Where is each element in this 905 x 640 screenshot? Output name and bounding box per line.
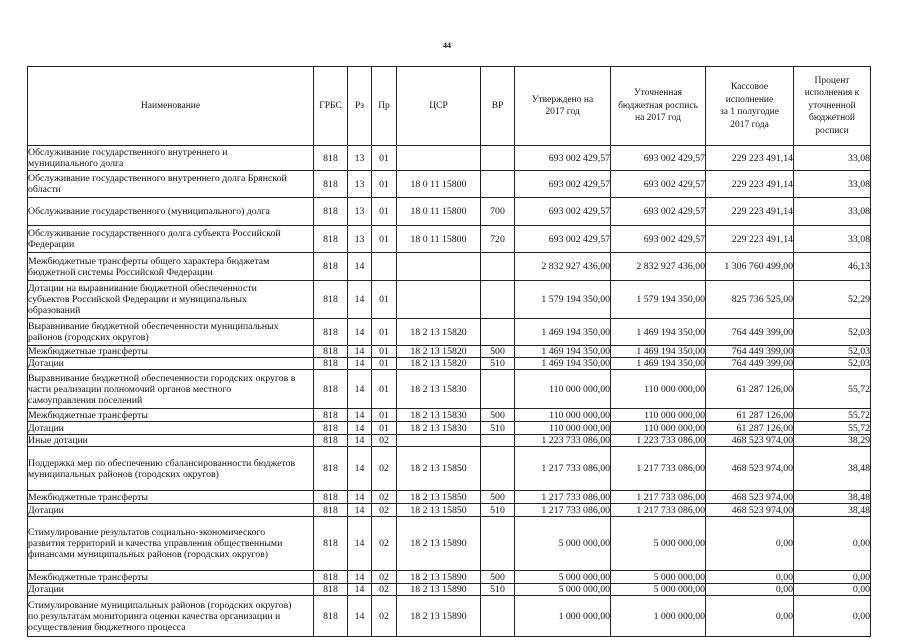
cell-rz: 14 (348, 409, 372, 422)
cell-name: Поддержка мер по обеспечению сбалансированности бюджетов муниципальных районов (городских округов) (28, 447, 314, 491)
cell-refined: 693 002 429,57 (611, 146, 706, 171)
cell-refined: 1 217 733 086,00 (611, 504, 706, 517)
table-row (28, 447, 871, 491)
cell-csr: 18 2 13 15820 (397, 358, 481, 370)
cell-approved: 5 000 000,00 (515, 584, 611, 596)
cell-rz: 14 (348, 435, 372, 447)
cell-csr: 18 2 13 15890 (397, 517, 481, 571)
cell-vr (481, 435, 515, 447)
cell-csr: 18 2 13 15890 (397, 584, 481, 596)
cell-vr (481, 146, 515, 171)
cell-grbs: 818 (314, 491, 348, 504)
cell-cash: 0,00 (706, 584, 794, 596)
table-row (28, 171, 871, 198)
table-row (28, 281, 871, 319)
table-row (28, 253, 871, 281)
cell-pr: 01 (372, 346, 397, 358)
cell-refined: 110 000 000,00 (611, 409, 706, 422)
header-percent: Процент исполнения к уточненной бюджетной росписи (794, 67, 871, 146)
cell-refined: 5 000 000,00 (611, 571, 706, 584)
cell-percent: 0,00 (794, 596, 871, 637)
budget-table (27, 66, 871, 637)
cell-percent: 38,48 (794, 504, 871, 517)
cell-cash: 0,00 (706, 571, 794, 584)
cell-csr: 18 0 11 15800 (397, 226, 481, 253)
cell-vr (481, 517, 515, 571)
cell-rz: 14 (348, 319, 372, 346)
cell-rz: 14 (348, 358, 372, 370)
table-row (28, 358, 871, 370)
cell-percent: 46,13 (794, 253, 871, 281)
cell-percent: 0,00 (794, 584, 871, 596)
cell-approved: 1 217 733 086,00 (515, 447, 611, 491)
header-approved: Утверждено на 2017 год (515, 67, 611, 146)
cell-rz: 14 (348, 517, 372, 571)
cell-grbs: 818 (314, 504, 348, 517)
cell-approved: 1 469 194 350,00 (515, 358, 611, 370)
cell-grbs: 818 (314, 253, 348, 281)
cell-percent: 33,08 (794, 198, 871, 226)
table-row (28, 584, 871, 596)
cell-refined: 1 217 733 086,00 (611, 491, 706, 504)
header-rz: Рз (348, 67, 372, 146)
cell-vr: 500 (481, 409, 515, 422)
cell-name: Обслуживание государственного внутреннего и муниципального долга (28, 146, 314, 171)
cell-pr: 01 (372, 319, 397, 346)
cell-refined: 1 217 733 086,00 (611, 447, 706, 491)
table-row (28, 422, 871, 435)
cell-pr: 01 (372, 146, 397, 171)
cell-pr: 01 (372, 409, 397, 422)
cell-grbs: 818 (314, 370, 348, 409)
cell-cash: 764 449 399,00 (706, 358, 794, 370)
cell-name: Обслуживание государственного долга субъекта Российской Федерации (28, 226, 314, 253)
cell-approved: 2 832 927 436,00 (515, 253, 611, 281)
cell-csr (397, 281, 481, 319)
cell-pr (372, 253, 397, 281)
cell-approved: 1 000 000,00 (515, 596, 611, 637)
cell-percent: 55,72 (794, 370, 871, 409)
cell-pr: 01 (372, 198, 397, 226)
cell-vr: 500 (481, 571, 515, 584)
cell-csr: 18 2 13 15830 (397, 422, 481, 435)
cell-rz: 14 (348, 596, 372, 637)
cell-vr: 510 (481, 504, 515, 517)
cell-csr: 18 2 13 15850 (397, 504, 481, 517)
cell-refined: 1 469 194 350,00 (611, 319, 706, 346)
cell-vr: 700 (481, 198, 515, 226)
cell-pr: 02 (372, 447, 397, 491)
cell-grbs: 818 (314, 319, 348, 346)
cell-pr: 01 (372, 171, 397, 198)
cell-refined: 5 000 000,00 (611, 517, 706, 571)
cell-name: Иные дотации (28, 435, 314, 447)
cell-rz: 13 (348, 198, 372, 226)
cell-vr (481, 319, 515, 346)
cell-name: Стимулирование муниципальных районов (городских округов) по результатам мониторинга оценки качества организации и осуществления бюджетного процесса (28, 596, 314, 637)
header-pr: Пр (372, 67, 397, 146)
cell-name: Дотации (28, 584, 314, 596)
cell-rz: 14 (348, 584, 372, 596)
cell-name: Обслуживание государственного (муниципального) долга (28, 198, 314, 226)
cell-vr (481, 281, 515, 319)
cell-name: Выравнивание бюджетной обеспеченности муниципальных районов (городских округов) (28, 319, 314, 346)
cell-percent: 52,29 (794, 281, 871, 319)
cell-cash: 468 523 974,00 (706, 504, 794, 517)
cell-rz: 14 (348, 346, 372, 358)
cell-approved: 693 002 429,57 (515, 171, 611, 198)
cell-refined: 1 579 194 350,00 (611, 281, 706, 319)
cell-pr: 02 (372, 491, 397, 504)
cell-percent: 55,72 (794, 422, 871, 435)
cell-rz: 14 (348, 253, 372, 281)
cell-cash: 825 736 525,00 (706, 281, 794, 319)
cell-cash: 1 306 760 499,00 (706, 253, 794, 281)
cell-name: Межбюджетные трансферты (28, 409, 314, 422)
cell-vr (481, 447, 515, 491)
cell-rz: 14 (348, 281, 372, 319)
cell-pr: 01 (372, 370, 397, 409)
cell-rz: 14 (348, 422, 372, 435)
cell-rz: 13 (348, 226, 372, 253)
cell-csr: 18 2 13 15820 (397, 319, 481, 346)
cell-refined: 693 002 429,57 (611, 226, 706, 253)
header-name: Наименование (28, 67, 314, 146)
cell-refined: 110 000 000,00 (611, 370, 706, 409)
cell-vr: 510 (481, 584, 515, 596)
cell-name: Межбюджетные трансферты общего характера бюджетам бюджетной системы Российской Федерации (28, 253, 314, 281)
cell-approved: 1 223 733 086,00 (515, 435, 611, 447)
cell-rz: 14 (348, 571, 372, 584)
cell-percent: 0,00 (794, 571, 871, 584)
cell-approved: 1 469 194 350,00 (515, 319, 611, 346)
page-number: 44 (443, 41, 451, 50)
cell-pr: 02 (372, 517, 397, 571)
cell-name: Дотации (28, 358, 314, 370)
cell-refined: 1 000 000,00 (611, 596, 706, 637)
table-row (28, 517, 871, 571)
cell-percent: 33,08 (794, 171, 871, 198)
cell-rz: 14 (348, 447, 372, 491)
cell-name: Стимулирование результатов социально-экономического развития территорий и качества управления общественными финансами муниципальных районов (городских округов) (28, 517, 314, 571)
cell-cash: 229 223 491,14 (706, 146, 794, 171)
cell-name: Выравнивание бюджетной обеспеченности городских округов в части реализации полномочий органов местного самоуправления поселений (28, 370, 314, 409)
cell-rz: 13 (348, 171, 372, 198)
table-row (28, 346, 871, 358)
cell-csr (397, 435, 481, 447)
cell-vr (481, 596, 515, 637)
cell-vr: 510 (481, 358, 515, 370)
cell-cash: 764 449 399,00 (706, 346, 794, 358)
table-row (28, 226, 871, 253)
cell-vr (481, 370, 515, 409)
cell-pr: 01 (372, 358, 397, 370)
table-row (28, 198, 871, 226)
cell-vr (481, 253, 515, 281)
cell-grbs: 818 (314, 409, 348, 422)
table-row (28, 319, 871, 346)
cell-percent: 52,03 (794, 346, 871, 358)
cell-approved: 110 000 000,00 (515, 409, 611, 422)
cell-grbs: 818 (314, 146, 348, 171)
cell-csr: 18 0 11 15800 (397, 171, 481, 198)
cell-refined: 693 002 429,57 (611, 198, 706, 226)
cell-pr: 02 (372, 571, 397, 584)
cell-vr: 500 (481, 491, 515, 504)
cell-vr: 720 (481, 226, 515, 253)
cell-name: Дотации (28, 504, 314, 517)
cell-pr: 01 (372, 281, 397, 319)
table-row (28, 504, 871, 517)
cell-approved: 110 000 000,00 (515, 370, 611, 409)
cell-approved: 1 217 733 086,00 (515, 491, 611, 504)
cell-percent: 33,08 (794, 146, 871, 171)
header-cash: Кассовое исполнение за 1 полугодие 2017 года (706, 67, 794, 146)
cell-name: Дотации (28, 422, 314, 435)
cell-cash: 61 287 126,00 (706, 370, 794, 409)
table-row (28, 571, 871, 584)
cell-rz: 13 (348, 146, 372, 171)
table-body (28, 146, 871, 637)
table-row (28, 146, 871, 171)
cell-grbs: 818 (314, 281, 348, 319)
header-csr: ЦСР (397, 67, 481, 146)
table-row (28, 596, 871, 637)
table-row (28, 370, 871, 409)
cell-csr (397, 146, 481, 171)
cell-rz: 14 (348, 491, 372, 504)
cell-cash: 61 287 126,00 (706, 422, 794, 435)
cell-approved: 693 002 429,57 (515, 226, 611, 253)
cell-cash: 468 523 974,00 (706, 447, 794, 491)
cell-name: Межбюджетные трансферты (28, 571, 314, 584)
cell-rz: 14 (348, 504, 372, 517)
cell-csr: 18 2 13 15890 (397, 571, 481, 584)
cell-cash: 468 523 974,00 (706, 435, 794, 447)
cell-approved: 693 002 429,57 (515, 146, 611, 171)
cell-pr: 02 (372, 596, 397, 637)
cell-name: Дотации на выравнивание бюджетной обеспеченности субъектов Российской Федерации и муниципальных образований (28, 281, 314, 319)
cell-approved: 1 469 194 350,00 (515, 346, 611, 358)
cell-csr: 18 2 13 15850 (397, 491, 481, 504)
cell-pr: 02 (372, 584, 397, 596)
cell-grbs: 818 (314, 171, 348, 198)
cell-cash: 0,00 (706, 517, 794, 571)
header-vr: ВР (481, 67, 515, 146)
cell-refined: 5 000 000,00 (611, 584, 706, 596)
cell-cash: 468 523 974,00 (706, 491, 794, 504)
cell-grbs: 818 (314, 435, 348, 447)
cell-csr (397, 253, 481, 281)
cell-vr: 500 (481, 346, 515, 358)
cell-cash: 229 223 491,14 (706, 226, 794, 253)
cell-name: Межбюджетные трансферты (28, 346, 314, 358)
cell-percent: 52,03 (794, 319, 871, 346)
cell-grbs: 818 (314, 584, 348, 596)
cell-grbs: 818 (314, 447, 348, 491)
cell-approved: 110 000 000,00 (515, 422, 611, 435)
cell-csr: 18 2 13 15850 (397, 447, 481, 491)
cell-grbs: 818 (314, 517, 348, 571)
cell-csr: 18 2 13 15830 (397, 370, 481, 409)
header-refined: Уточненная бюджетная роспись на 2017 год (611, 67, 706, 146)
cell-approved: 5 000 000,00 (515, 517, 611, 571)
cell-cash: 0,00 (706, 596, 794, 637)
cell-cash: 764 449 399,00 (706, 319, 794, 346)
cell-refined: 1 469 194 350,00 (611, 358, 706, 370)
header-grbs: ГРБС (314, 67, 348, 146)
cell-percent: 38,48 (794, 491, 871, 504)
cell-pr: 01 (372, 422, 397, 435)
cell-percent: 55,72 (794, 409, 871, 422)
cell-approved: 1 217 733 086,00 (515, 504, 611, 517)
cell-refined: 2 832 927 436,00 (611, 253, 706, 281)
cell-rz: 14 (348, 370, 372, 409)
cell-vr: 510 (481, 422, 515, 435)
cell-approved: 5 000 000,00 (515, 571, 611, 584)
cell-grbs: 818 (314, 358, 348, 370)
cell-pr: 01 (372, 226, 397, 253)
table-row (28, 435, 871, 447)
cell-grbs: 818 (314, 226, 348, 253)
table-row (28, 491, 871, 504)
cell-refined: 693 002 429,57 (611, 171, 706, 198)
cell-percent: 33,08 (794, 226, 871, 253)
cell-percent: 38,29 (794, 435, 871, 447)
cell-vr (481, 171, 515, 198)
cell-csr: 18 0 11 15800 (397, 198, 481, 226)
cell-refined: 1 223 733 086,00 (611, 435, 706, 447)
table-row (28, 409, 871, 422)
cell-percent: 0,00 (794, 517, 871, 571)
cell-grbs: 818 (314, 346, 348, 358)
cell-grbs: 818 (314, 596, 348, 637)
cell-grbs: 818 (314, 198, 348, 226)
cell-cash: 61 287 126,00 (706, 409, 794, 422)
cell-name: Межбюджетные трансферты (28, 491, 314, 504)
cell-refined: 1 469 194 350,00 (611, 346, 706, 358)
cell-percent: 38,48 (794, 447, 871, 491)
cell-csr: 18 2 13 15830 (397, 409, 481, 422)
cell-name: Обслуживание государственного внутреннего долга Брянской области (28, 171, 314, 198)
cell-csr: 18 2 13 15820 (397, 346, 481, 358)
cell-refined: 110 000 000,00 (611, 422, 706, 435)
cell-percent: 52,03 (794, 358, 871, 370)
cell-pr: 02 (372, 504, 397, 517)
cell-pr: 02 (372, 435, 397, 447)
cell-grbs: 818 (314, 422, 348, 435)
cell-csr: 18 2 13 15890 (397, 596, 481, 637)
cell-cash: 229 223 491,14 (706, 198, 794, 226)
cell-grbs: 818 (314, 571, 348, 584)
cell-approved: 693 002 429,57 (515, 198, 611, 226)
cell-cash: 229 223 491,14 (706, 171, 794, 198)
table-header-row (28, 67, 871, 146)
cell-approved: 1 579 194 350,00 (515, 281, 611, 319)
